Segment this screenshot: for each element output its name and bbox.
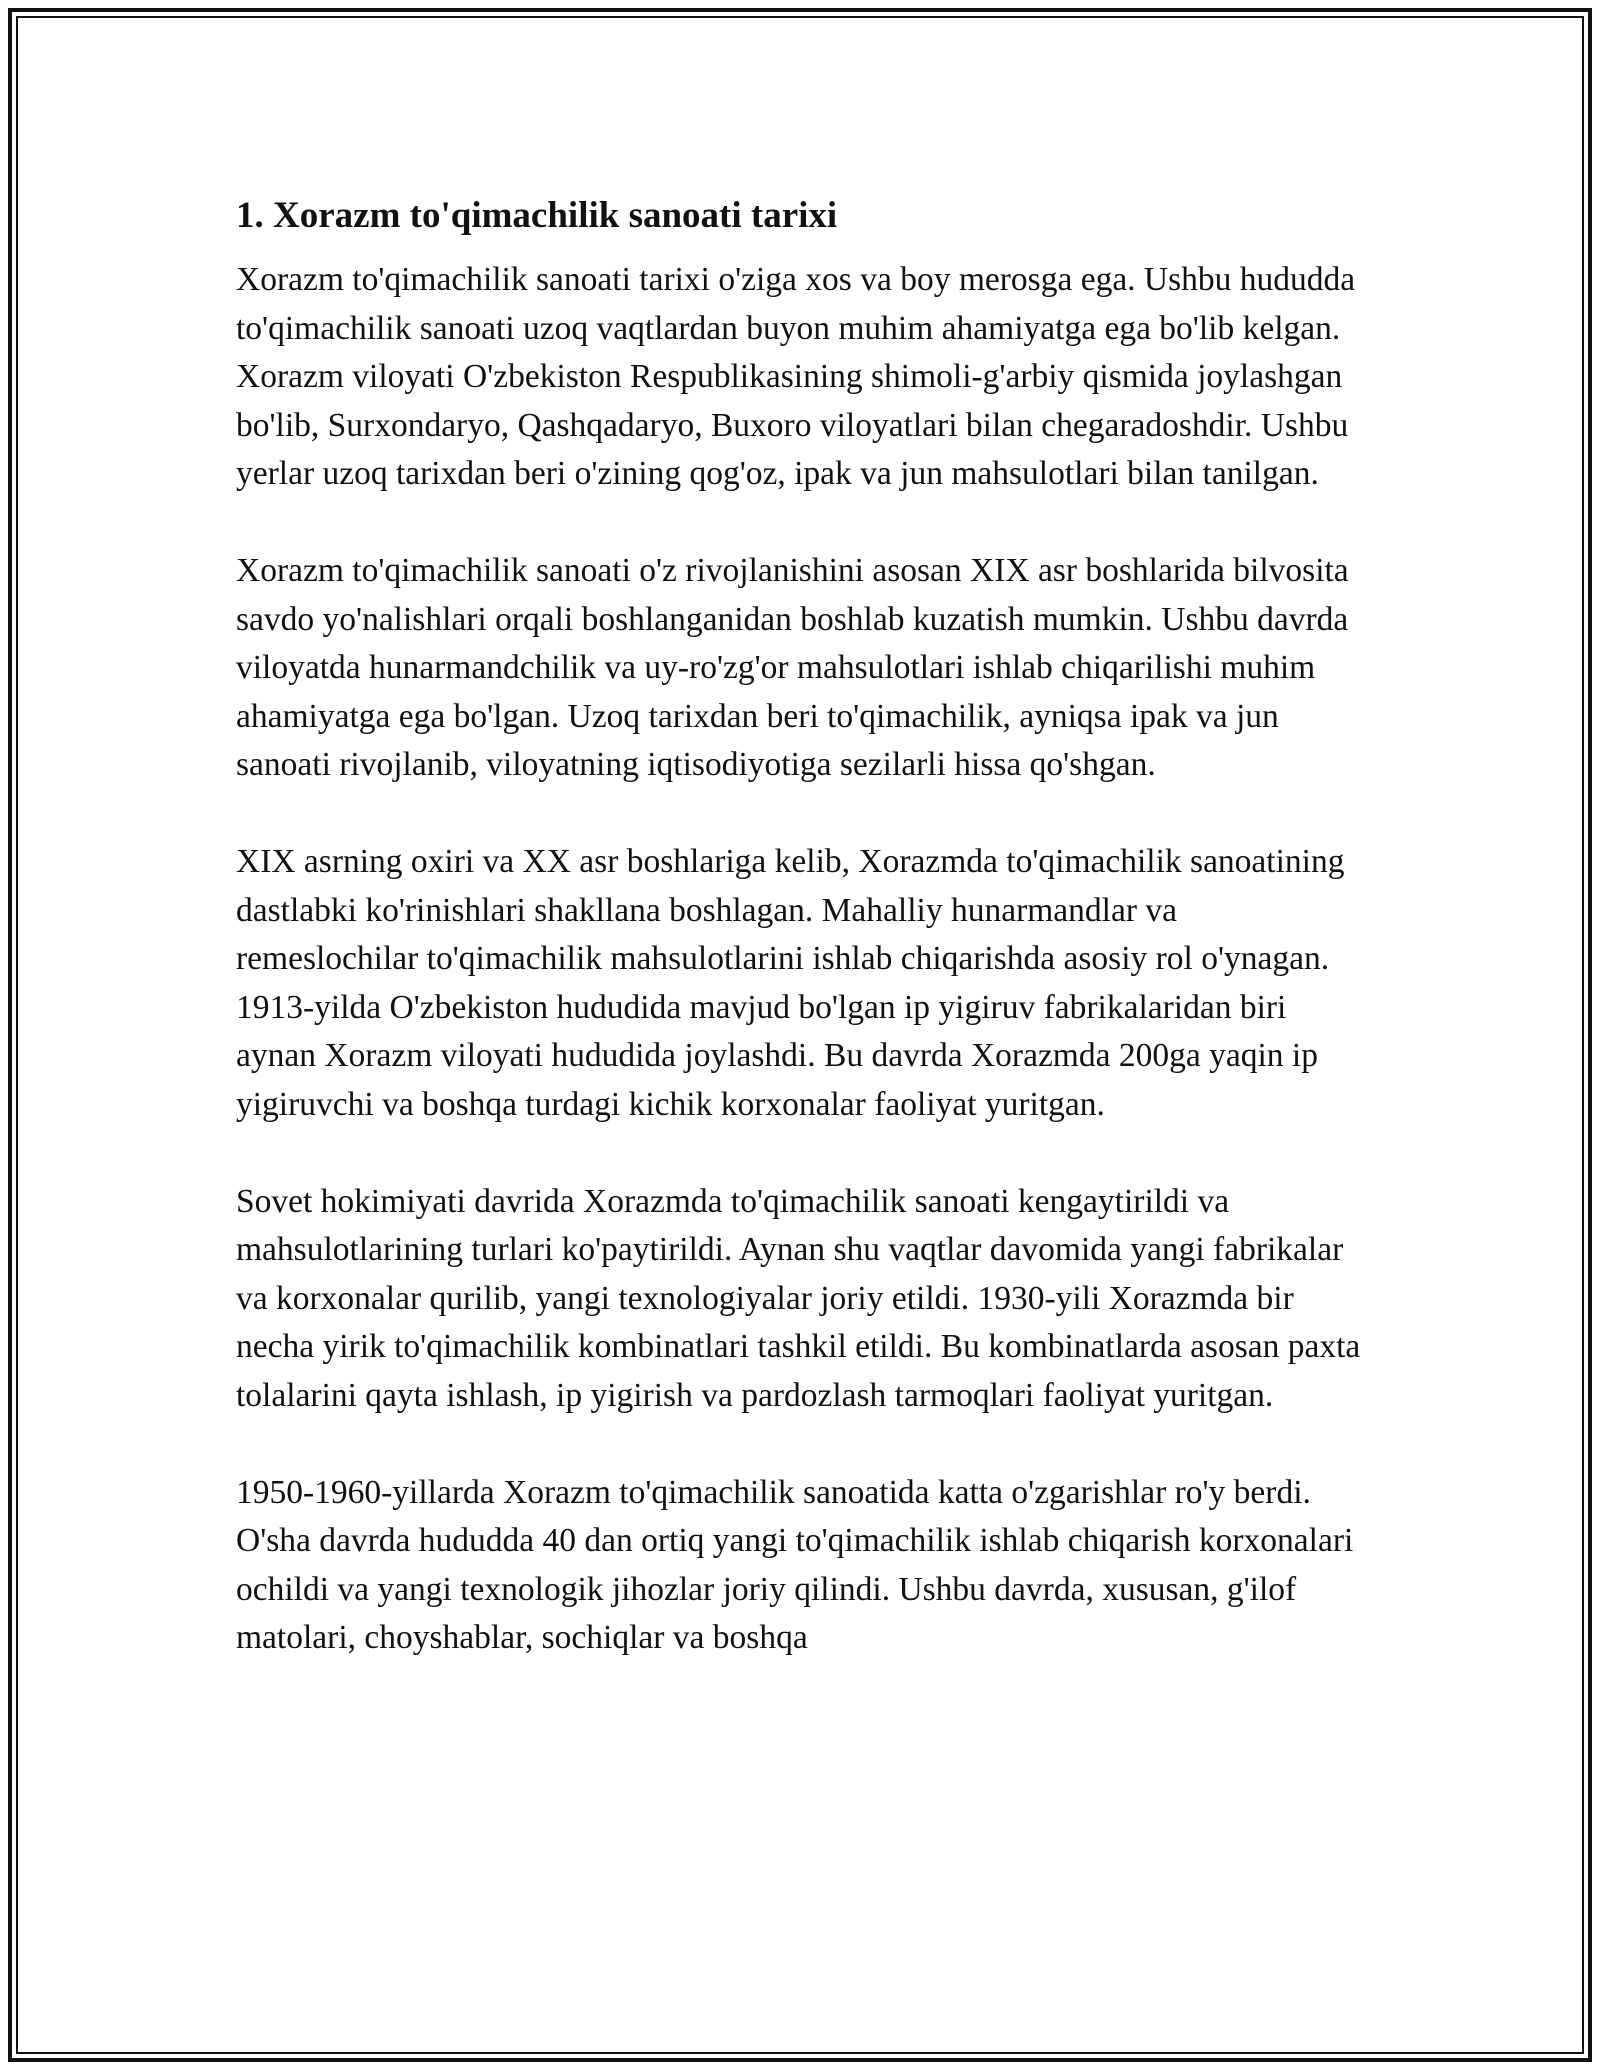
paragraph-2: Xorazm to'qimachilik sanoati o'z rivojlanishini asosan XIX asr boshlarida bilvosita savdo yo'nalishlari orqali boshlanganidan boshlab kuzatish mumkin. Ushbu davrda viloyatda hunarmandchilik va uy-ro'zg'or mahsulotlari ishlab chiqarilishi muhim ahamiyatga ega bo'lgan. Uzoq tarixdan beri to'qimachilik, ayniqsa ipak va jun sanoati rivojlanib, viloyatning iqtisodiyotiga sezilarli hissa qo'shgan. xyxy=(236,552,1349,783)
paragraph-5: 1950-1960-yillarda Xorazm to'qimachilik sanoatida katta o'zgarishlar ro'y berdi. O'sha davrda hududda 40 dan ortiq yangi to'qimachilik ishlab chiqarish korxonalari ochildi va yangi texnologik jihozlar joriy qilindi. Ushbu davrda, xususan, g'ilof matolari, choyshablar, sochiqlar va boshqa xyxy=(236,1473,1354,1656)
document-body xyxy=(236,188,1366,1711)
paragraph-4: Sovet hokimiyati davrida Xorazmda to'qimachilik sanoati kengaytirildi va mahsulotlarining turlari ko'paytirildi. Aynan shu vaqtlar davomida yangi fabrikalar va korxonalar qurilib, yangi texnologiyalar joriy etildi. 1930-yili Xorazmda bir necha yirik to'qimachilik kombinatlari tashkil etildi. Bu kombinatlarda asosan paxta tolalarini qayta ishlash, ip yigirish va pardozlash tarmoqlari faoliyat yuritgan. xyxy=(236,1182,1361,1414)
paragraph-3: XIX asrning oxiri va XX asr boshlariga kelib, Xorazmda to'qimachilik sanoatining dastlabki ko'rinishlari shakllana boshlagan. Mahalliy hunarmandlar va remeslochilar to'qimachilik mahsulotlarini ishlab chiqarishda asosiy rol o'ynagan. 1913-yilda O'zbekiston hududida mavjud bo'lgan ip yigiruv fabrikalaridan biri aynan Xorazm viloyati hududida joylashdi. Bu davrda Xorazmda 200ga yaqin ip yigiruvchi va boshqa turdagi kichik korxonalar faoliyat yuritgan. xyxy=(236,843,1345,1123)
section-heading: 1. Xorazm to'qimachilik sanoati tarixi xyxy=(236,195,838,236)
paragraph-1: Xorazm to'qimachilik sanoati tarixi o'ziga xos va boy merosga ega. Ushbu hududda to'qimachilik sanoati uzoq vaqtlardan buyon muhim ahamiyatga ega bo'lib kelgan. Xorazm viloyati O'zbekiston Respublikasining shimoli-g'arbiy qismida joylashgan bo'lib, Surxondaryo, Qashqadaryo, Buxoro viloyatlari bilan chegaradoshdir. Ushbu yerlar uzoq tarixdan beri o'zining qog'oz, ipak va jun mahsulotlari bilan tanilgan. xyxy=(236,261,1356,492)
